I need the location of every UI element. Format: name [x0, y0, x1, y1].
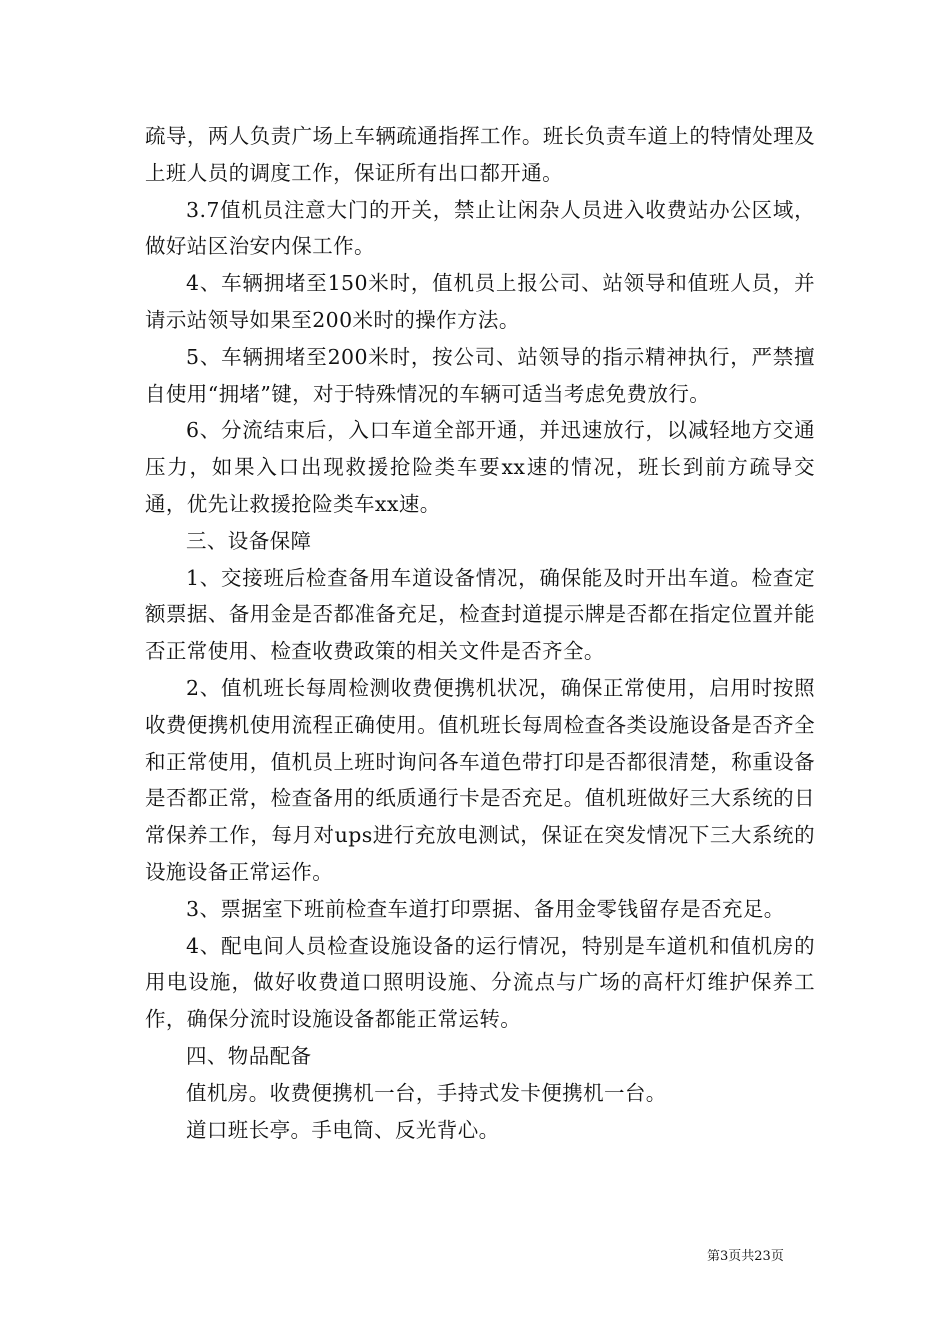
page-number: 第3页共23页 — [707, 1249, 784, 1264]
paragraph-supplies-control-room: 值机房。收费便携机一台，手持式发卡便携机一台。 — [186, 1080, 667, 1105]
paragraph-equipment-1: 1、交接班后检查备用车道设备情况，确保能及时开出车道。检查定额票据、备用金是否都准备充足，检查封道提示牌是否都在指定位置并能否正常使用、检查收费政策的相关文件是否齐全。 — [145, 565, 815, 664]
paragraph-6: 6、分流结束后，入口车道全部开通，并迅速放行，以减轻地方交通压力，如果入口出现救援抢险类车要xx速的情况，班长到前方疏导交通，优先让救援抢险类车xx速。 — [145, 418, 815, 516]
paragraph-4: 4、车辆拥堵至150米时，值机员上报公司、站领导和值班人员，并请示站领导如果至200米时的操作方法。 — [145, 271, 815, 332]
paragraph-5: 5、车辆拥堵至200米时，按公司、站领导的指示精神执行，严禁擅自使用“拥堵”键，对于特殊情况的车辆可适当考虑免费放行。 — [145, 344, 815, 406]
section-heading-supplies: 四、物品配备 — [186, 1043, 312, 1068]
paragraph-continued: 疏导，两人负责广场上车辆疏通指挥工作。班长负责车道上的特情处理及上班人员的调度工作，保证所有出口都开通。 — [145, 124, 815, 185]
section-heading-equipment: 三、设备保障 — [186, 528, 312, 553]
document-body — [145, 118, 815, 1148]
paragraph-equipment-3: 3、票据室下班前检查车道打印票据、备用金零钱留存是否充足。 — [186, 896, 785, 921]
paragraph-equipment-2: 2、值机班长每周检测收费便携机状况，确保正常使用，启用时按照收费便携机使用流程正确使用。值机班长每周检查各类设施设备是否齐全和正常使用，值机员上班时询问各车道色带打印是否都很清楚，称重设备是否都正常，检查备用的纸质通行卡是否充足。值机班做好三大系统的日常保养工作，每月对ups进行充放电测试，保证在突发情况下三大系统的设施设备正常运作。 — [145, 675, 815, 884]
paragraph-equipment-4: 4、配电间人员检查设施设备的运行情况，特别是车道机和值机房的用电设施，做好收费道口照明设施、分流点与广场的高杆灯维护保养工作，确保分流时设施设备都能正常运转。 — [145, 933, 815, 1032]
paragraph-supplies-booth: 道口班长亭。手电筒、反光背心。 — [186, 1117, 500, 1142]
paragraph-3-7: 3.7值机员注意大门的开关，禁止让闲杂人员进入收费站办公区域，做好站区治安内保工作。 — [145, 197, 815, 259]
